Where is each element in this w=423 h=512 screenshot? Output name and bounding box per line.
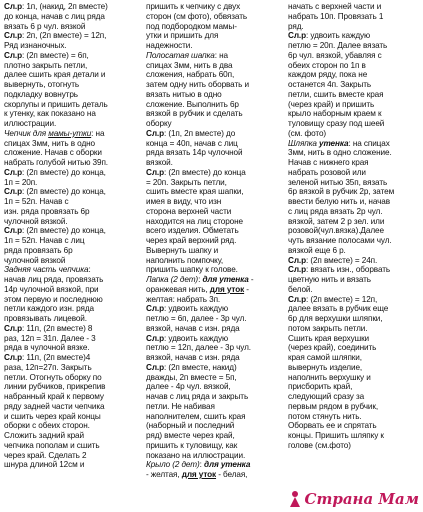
text-line: Сл.р: (2п вместе) = 6п, — [4, 50, 89, 60]
text-line: петли. Отогнуть оборку по — [4, 372, 102, 382]
text-line: 6р вязкой в рубчик 2р, затем — [288, 187, 395, 197]
text-line: скорлупы и пришить деталь — [4, 99, 108, 109]
text-line: Полосатая шапка: на — [146, 50, 228, 60]
text-line: вывернуть, отогнуть — [4, 80, 80, 89]
text-line: 1п = 20п. — [4, 177, 38, 187]
text-line: цветную нить и вязать — [288, 275, 371, 284]
text-line: чуть вязание полосами чул. — [288, 236, 392, 245]
strana-mam-watermark — [287, 490, 419, 508]
text-line: далее сшить края детали и — [4, 70, 106, 80]
text-line: Сл.р: (2п вместе) до конца, — [4, 167, 106, 177]
text-line: оранжевая нить, для уток - — [146, 284, 249, 294]
text-line: Ряд изнаночных. — [4, 41, 67, 50]
text-line: Сл.р: удвоить каждую — [146, 333, 229, 343]
text-line: ряд) вместе через край, — [146, 431, 235, 440]
text-line: петлю = 20п. Далее вязать — [288, 41, 388, 50]
text-line: раза, 12п=27п. Закрыть — [4, 362, 92, 372]
text-line: чулочной вязкой — [4, 255, 66, 265]
text-line: конца = 40п, начав с лиц — [146, 138, 238, 148]
text-line: Сл.р: (2п вместе) = 12п, — [288, 294, 378, 304]
text-line: ряда вязать 14р чулочной — [146, 148, 243, 158]
text-line: ввести белую нить и, начав — [288, 197, 390, 206]
text-line: набрать голубой нитью 39п. — [4, 158, 108, 167]
text-line: пришить к туловищу, как — [146, 440, 238, 450]
text-line: находится на лиц стороне — [146, 216, 244, 226]
text-line: белой. — [288, 284, 313, 294]
text-line: пришить шапку к голове. — [146, 265, 238, 275]
text-line: вязать нитью в одно — [146, 89, 222, 99]
text-line: провязывать лицевой. — [4, 314, 87, 323]
text-line: чепчика пополам и сшить — [4, 440, 100, 450]
text-line: вязкой. — [146, 158, 173, 167]
text-line: набранный край к первому — [4, 392, 104, 401]
text-column-1 — [4, 2, 138, 470]
text-line: концы. Пришить шляпку к — [288, 431, 384, 440]
text-line: шнура длиной 12см и — [4, 460, 85, 470]
text-line: затем одну нить оборвать и — [146, 80, 249, 89]
text-line: (наборный и последний — [146, 421, 235, 431]
text-line: первым рядом в рубчик, — [288, 401, 378, 411]
text-line: набрать 10п. Провязать 1 — [288, 11, 384, 21]
text-line: пришить к чепчику с двух — [146, 2, 241, 11]
text-line: Лапка (2 дет): для утенка - — [146, 275, 254, 284]
text-line: начав лиц ряда, провязать — [4, 275, 104, 284]
text-line: чулочной вязкой. — [4, 216, 68, 226]
text-line: розовой(чул.вязка).Далее — [288, 226, 384, 236]
text-line: наполнить помпочку, — [146, 255, 224, 265]
text-line: раз, 12п = 31п. Далее - 3 — [4, 333, 96, 343]
text-line: сложение. Начав с оборки — [4, 148, 102, 158]
text-line: крыло наборным краем к — [288, 109, 382, 119]
text-line: ряда провязать 6р — [4, 245, 73, 255]
text-line: оборку — [146, 119, 172, 128]
text-line: Вывернуть шапку и — [146, 245, 219, 255]
text-line: Сл.р: 11п, (2п вместе)4 — [4, 353, 91, 362]
text-line: иллюстрации. — [4, 119, 57, 128]
text-line: ряд. — [288, 21, 304, 31]
text-line: петли. Не набивая — [146, 401, 215, 411]
text-line: (через край) и пришить — [288, 99, 375, 109]
text-line: подкладку вовнутрь — [4, 89, 78, 99]
text-line: сложение. Выполнить 6р — [146, 99, 239, 109]
text-column-2 — [146, 2, 282, 480]
text-line: обеих сторон по 1п в — [288, 60, 366, 70]
text-line: через край верхний ряд. — [146, 236, 237, 245]
text-line: 3мм, нить в одно сложение. — [288, 148, 392, 158]
text-line: Сл.р: (2п вместе) до конца — [146, 167, 246, 177]
strana-mam-logo-icon — [287, 490, 303, 508]
text-line: Начав с нижнего края — [288, 158, 369, 167]
text-line: сшить вместе края шапки, — [146, 187, 244, 197]
text-line: начав с лиц ряда и закрыть — [146, 392, 249, 401]
text-line: сложения, набрать 60п, — [146, 70, 235, 80]
text-line: показано на иллюстрации. — [146, 450, 246, 460]
text-line: сторона верхней части — [146, 206, 232, 216]
text-line: дважды, 2п вместе = 5п, — [146, 372, 237, 382]
text-line: спицах 3мм, нить в одно — [4, 138, 96, 148]
text-line: останется 4п. Закрыть — [288, 80, 372, 89]
text-line: всего изделия. Обметать — [146, 226, 239, 236]
watermark-text: Страна Мам — [304, 490, 419, 508]
text-line: наполнителем, сшить края — [146, 411, 246, 421]
text-line: зеленой нитью 35п, вязать — [288, 177, 388, 187]
text-line: каждом ряду, пока не — [288, 70, 368, 80]
text-line: наполнить верхушку и — [288, 372, 371, 382]
text-line: Сл.р: удвоить каждую — [288, 31, 371, 41]
text-line: Сшить края верхушки — [288, 333, 370, 343]
text-line: 1п = 52п. Начав с — [4, 197, 69, 206]
text-line: желтая: набрать 3п. — [146, 294, 221, 304]
text-line: утки и пришить для — [146, 31, 219, 41]
text-line: 6р для верхушки шляпки, — [288, 314, 383, 323]
text-line: Сложить задний край — [4, 431, 84, 440]
text-line: под подбородком мамы- — [146, 21, 237, 31]
text-line: туловищу сразу под шеей — [288, 119, 385, 128]
text-line: 6р чул. вязкой, убавляя с — [288, 50, 382, 60]
text-line: Крыло (2 дет): для утенка — [146, 460, 251, 470]
text-line: вязкой в рубчик и сделать — [146, 109, 243, 119]
text-line: - желтая, для уток - белая, — [146, 470, 248, 479]
text-line: Сл.р: 11п, (2п вместе) 8 — [4, 323, 93, 333]
text-line: Сл.р: (2п вместе) = 24п. — [288, 255, 378, 265]
text-line: Сл.р: (2п вместе, накид) — [146, 362, 237, 372]
text-line: линии рубчиков, прикрепив — [4, 382, 106, 392]
text-line: изн. ряда провязать 6р — [4, 206, 90, 216]
text-line: надежности. — [146, 41, 193, 50]
text-line: через край. Сделать 2 — [4, 450, 87, 460]
text-line: и сшить через край концы — [4, 411, 101, 421]
text-line: вязать 6 р чул. вязкой — [4, 21, 86, 31]
text-line: (см. фото) — [288, 128, 327, 138]
text-line: оборки с обеих сторон. — [4, 421, 90, 431]
text-line: = 20п. Закрыть петли, — [146, 177, 227, 187]
text-line: Сл.р: 2п, (2п вместе) = 12п, — [4, 31, 107, 41]
text-line: вязкой, начав с изн. ряда — [146, 353, 240, 362]
text-line: до конца, начав с лиц ряда — [4, 11, 105, 21]
text-line: петли, сшить вместе края — [288, 89, 384, 99]
text-line: края самой шляпки, — [288, 353, 362, 362]
text-column-3 — [288, 2, 420, 451]
text-line: с лиц ряда вязать 2р чул. — [288, 206, 383, 216]
text-line: ряду задней части чепчика — [4, 401, 105, 411]
text-line: ряда в чулочной вязке. — [4, 343, 90, 353]
text-line: спицах 3мм, нить в два — [146, 60, 233, 70]
text-line: плотно закрыть петли, — [4, 60, 88, 70]
text-line: Шляпка утенка: на спицах — [288, 138, 390, 148]
text-line: начать с верхней части и — [288, 2, 382, 11]
text-line: петли каждого изн. ряда — [4, 304, 94, 314]
text-line: Чепчик для мамы-утки: на — [4, 128, 105, 138]
text-line: вязкой, начав с изн. ряда — [146, 323, 240, 333]
text-line: к утенку, как показано на — [4, 109, 96, 119]
text-line: вязкой еще 6 р. — [288, 245, 346, 255]
text-line: следующий сразу за — [288, 392, 365, 401]
text-line: петлю = 12п, далее - 3р чул. — [146, 343, 251, 353]
text-line: сторон (см фото), обвязать — [146, 11, 248, 21]
text-line: имея в виду, что изн — [146, 197, 222, 206]
text-line: набрать розовой или — [288, 167, 366, 177]
text-line: вывернуть изделие, — [288, 362, 363, 372]
text-line: Сл.р: (2п вместе) до конца, — [4, 226, 106, 236]
text-line: петлю = 6п, далее - 3р чул. — [146, 314, 247, 323]
text-line: Задняя часть чепчика: — [4, 265, 91, 275]
text-line: далее - 4р чул. вязкой, — [146, 382, 231, 392]
text-line: голове (см.фото) — [288, 440, 351, 450]
text-line: Сл.р: (2п вместе) до конца, — [4, 187, 106, 197]
text-line: этом первую и последнюю — [4, 294, 103, 304]
text-line: далее вязать в рубчик еще — [288, 304, 389, 314]
text-line: Оборвать ее и спрятать — [288, 421, 377, 431]
text-line: Сл.р: удвоить каждую — [146, 304, 229, 314]
text-line: Сл.р: (1п, 2п вместе) до — [146, 128, 236, 138]
text-line: потом закрыть петли. — [288, 323, 368, 333]
text-line: Сл.р: вязать изн., оборвать — [288, 265, 391, 275]
text-line: 14р чулочной вязкой, при — [4, 284, 99, 294]
text-line: присборить край, — [288, 382, 353, 392]
text-line: (через край), соединить — [288, 343, 377, 353]
text-line: Сл.р: 1п, (накид, 2п вместе) — [4, 2, 108, 11]
text-line: вязкой, затем 2 р зел. или — [288, 216, 385, 226]
text-line: потом стянуть нить. — [288, 411, 362, 421]
text-line: 1п = 52п. Начав с лиц — [4, 236, 85, 245]
